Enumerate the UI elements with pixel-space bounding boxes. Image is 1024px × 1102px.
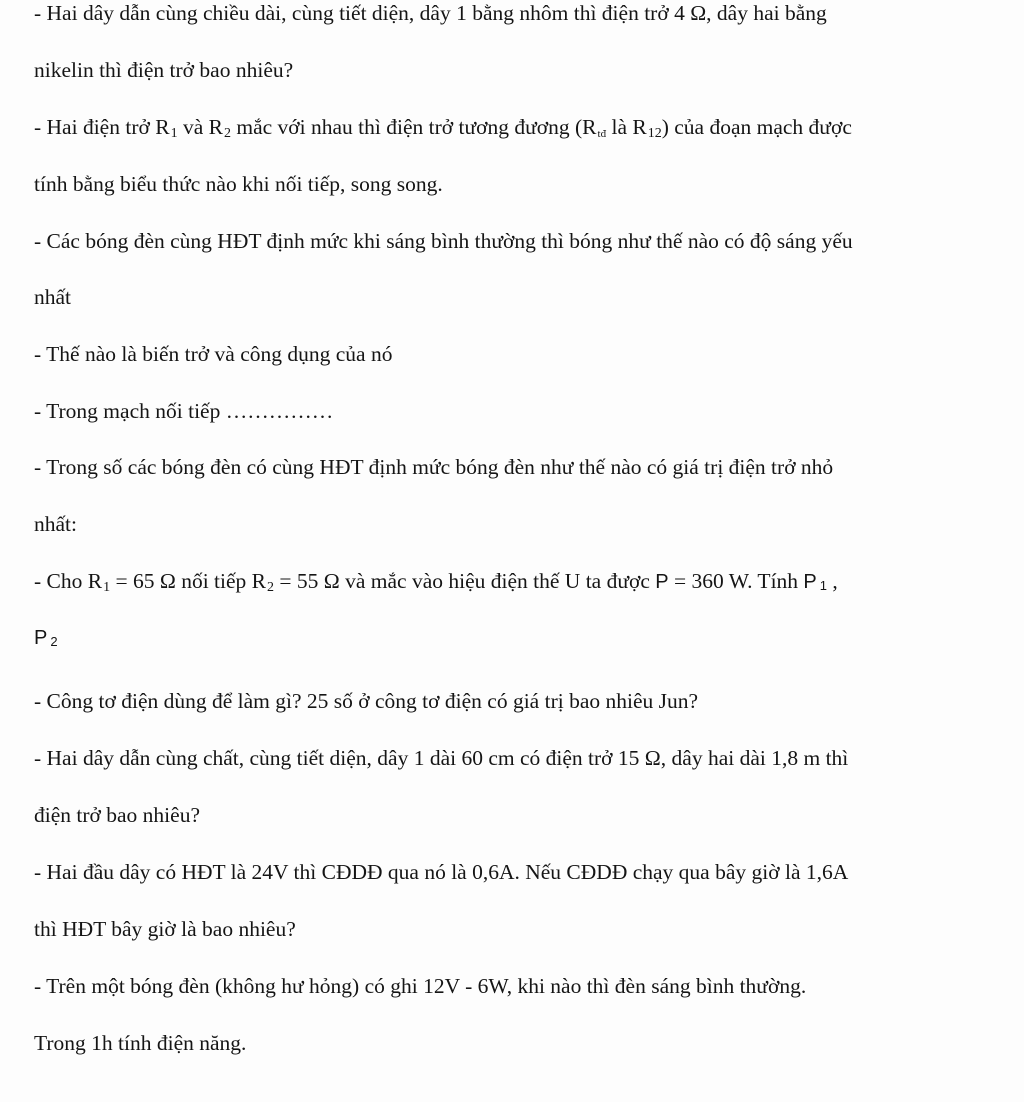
text-line-12 [34, 622, 58, 652]
text-line-11-start: - Cho [34, 569, 88, 593]
text-line-7: - Thế nào là biến trở và công dụng của nó [34, 342, 393, 366]
subscript-1: 1 [170, 126, 178, 141]
text-line-11 [34, 566, 838, 596]
text-eq1: = 65 Ω nối tiếp R [110, 569, 267, 593]
subscript-r1: 1 [103, 580, 111, 595]
text-line-6: nhất [34, 285, 72, 309]
text-line-18: - Trên một bóng đèn (không hư hỏng) có ghi 12V - 6W, khi nào thì đèn sáng bình thường. [34, 974, 807, 998]
text-line-15: điện trở bao nhiêu? [34, 803, 200, 827]
symbol-p2: P [34, 627, 48, 649]
subscript-12: 12 [647, 126, 662, 141]
text-eq2: = 55 Ω và mắc vào hiệu điện thế U ta được [274, 569, 656, 593]
text-line-10: nhất: [34, 512, 77, 536]
text-mid: mắc với nhau thì điện trở tương đương (R [230, 115, 597, 139]
text-line-9: - Trong số các bóng đèn có cùng HĐT định mức bóng đèn như thế nào có giá trị điện trở nhỏ [34, 455, 834, 479]
subscript-p1: 1 [819, 578, 827, 593]
symbol-p: P [655, 571, 669, 593]
symbol-r2: R [208, 115, 223, 139]
text-and: và [177, 115, 209, 139]
text-line-2: nikelin thì điện trở bao nhiêu? [34, 58, 294, 82]
text-line-3-start: - Hai điện trở [34, 115, 156, 139]
text-end: ) của đoạn mạch được [661, 115, 852, 139]
text-la: là R [606, 115, 647, 139]
text-line-5: - Các bóng đèn cùng HĐT định mức khi sáng bình thường thì bóng như thế nào có độ sáng yếu [34, 229, 853, 253]
text-line-4: tính bằng biểu thức nào khi nối tiếp, song song. [34, 172, 443, 196]
text-line-3 [34, 112, 852, 142]
subscript-r2: 2 [267, 580, 275, 595]
symbol-r: R [155, 115, 170, 139]
text-eq3: = 360 W. Tính [668, 569, 804, 593]
text-line-1: - Hai dây dẫn cùng chiều dài, cùng tiết diện, dây 1 bằng nhôm thì điện trở 4 Ω, dây hai bằng [34, 1, 827, 25]
subscript-p2: 2 [50, 634, 58, 649]
text-line-19: Trong 1h tính điện năng. [34, 1031, 247, 1055]
symbol-p1: P [803, 571, 817, 593]
text-line-13: - Công tơ điện dùng để làm gì? 25 số ở công tơ điện có giá trị bao nhiêu Jun? [34, 689, 699, 713]
subscript-2: 2 [223, 126, 231, 141]
text-line-14: - Hai dây dẫn cùng chất, cùng tiết diện, dây 1 dài 60 cm có điện trở 15 Ω, dây hai dài 1,8 m thì [34, 746, 849, 770]
text-line-17: thì HĐT bây giờ là bao nhiêu? [34, 917, 296, 941]
text-line-8: - Trong mạch nối tiếp …………… [34, 399, 334, 423]
text-line-16: - Hai đầu dây có HĐT là 24V thì CĐDĐ qua nó là 0,6A. Nếu CĐDĐ chạy qua bây giờ là 1,6A [34, 860, 849, 884]
symbol-r1: R [87, 569, 103, 593]
text-comma: , [827, 569, 838, 593]
subscript-td: tđ [597, 128, 607, 140]
